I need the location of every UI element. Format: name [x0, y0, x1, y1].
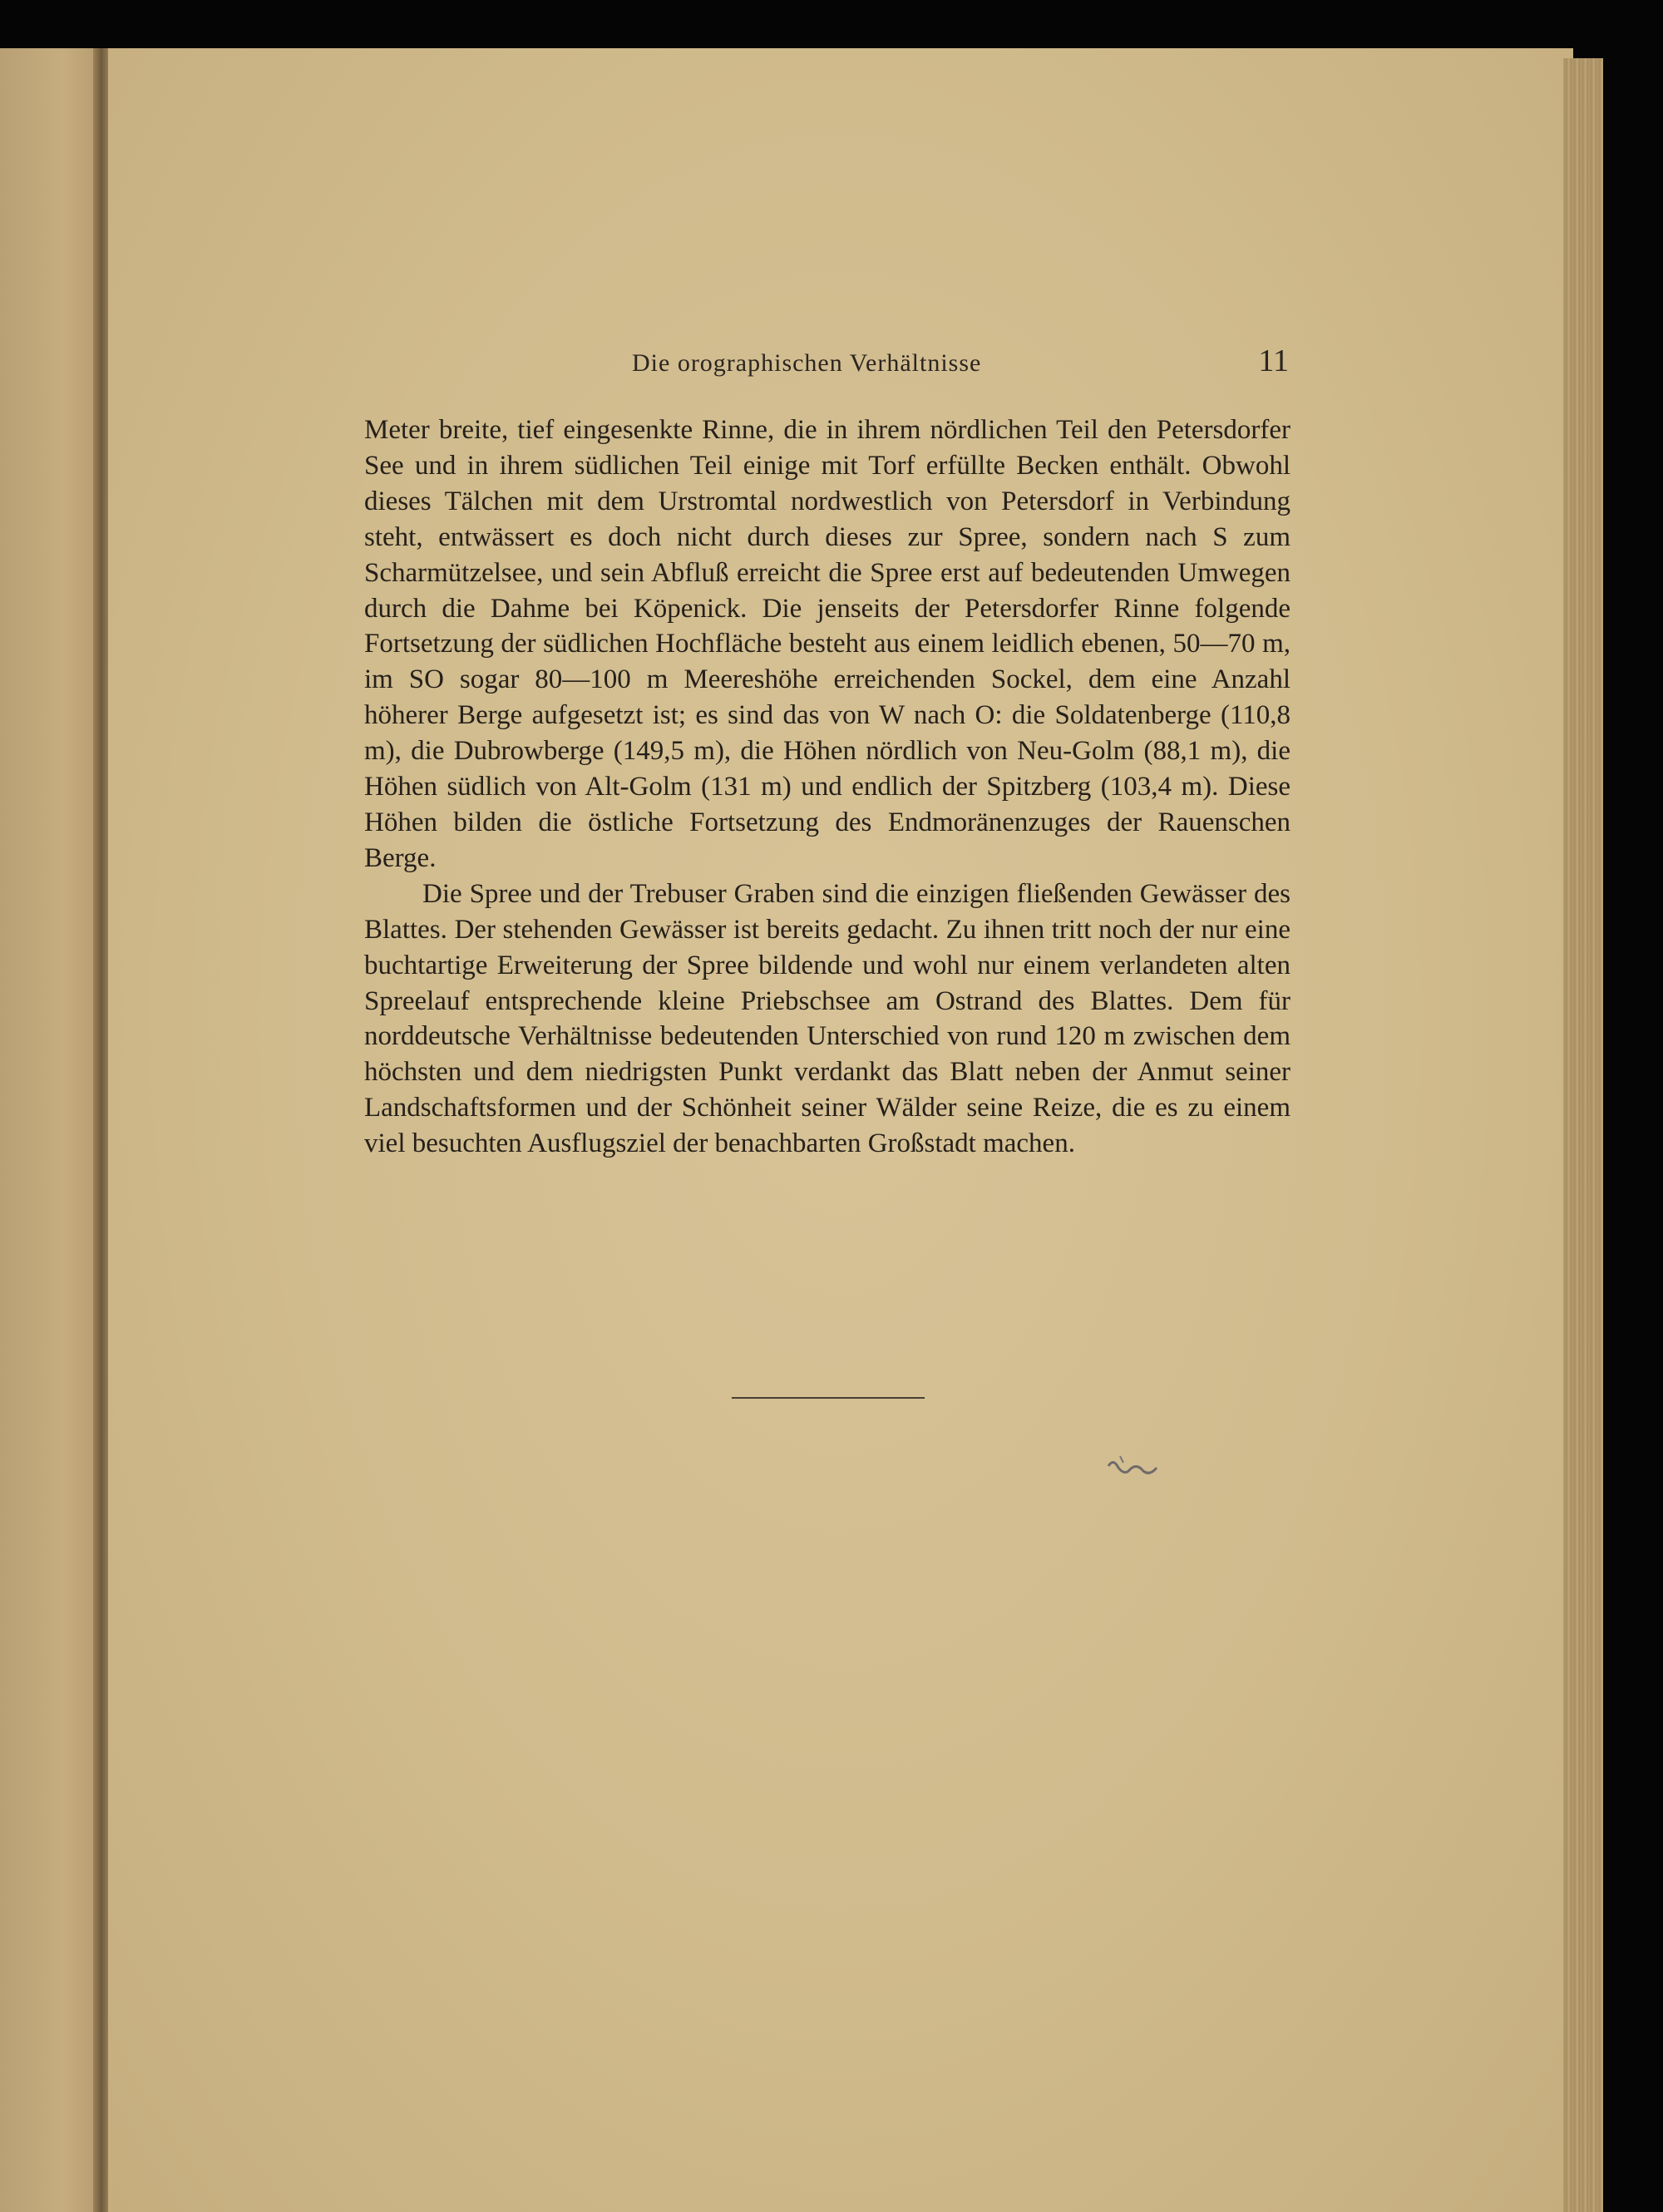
left-page-edge — [0, 48, 105, 2212]
page-stack-edge — [1563, 58, 1603, 2212]
page-header — [366, 343, 1289, 393]
section-end-rule — [732, 1397, 925, 1399]
paragraph-2: Die Spree und der Trebuser Graben sind die einzigen fließenden Gewässer des Blattes. Der stehenden Gewässer ist bereits gedacht. Zu ihnen tritt noch der nur eine buchtartige Erweiterung der Spree bildende und wohl nur einem verlandeten alten Spreelauf entsprechende kleine Priebschsee am Ostrand des Blattes. Dem für norddeutsche Verhältnisse bedeutenden Unterschied von rund 120 m zwischen dem höchsten und dem niedrigsten Punkt verdankt das Blatt neben der Anmut seiner Landschaftsformen und der Schönheit seiner Wälder seine Reize, die es zu einem viel besuchten Ausflugsziel der benachbarten Großstadt machen. — [364, 878, 1290, 1159]
ink-smudge-mark — [1102, 1451, 1168, 1484]
page-number: 11 — [1258, 343, 1289, 378]
body-text — [364, 412, 1290, 1162]
running-title: Die orographischen Verhältnisse — [632, 349, 982, 377]
paragraph-1: Meter breite, tief eingesenkte Rinne, die in ihrem nördlichen Teil den Petersdorfer See und in ihrem südlichen Teil einige mit Torf erfüllte Becken enthält. Obwohl dieses Tälchen mit dem Urstromtal nordwestlich von Petersdorf in Verbindung steht, entwässert es doch nicht durch dieses zur Spree, sondern nach S zum Scharmützelsee, und sein Abfluß erreicht die Spree erst auf bedeutenden Umwegen durch die Dahme bei Köpenick. Die jenseits der Petersdorfer Rinne folgende Fortsetzung der südlichen Hochfläche besteht aus einem leidlich ebenen, 50—70 m, im SO sogar 80—100 m Meereshöhe erreichenden Sockel, dem eine Anzahl höherer Berge aufgesetzt ist; es sind das von W nach O: die Soldatenberge (110,8 m), die Dubrowberge (149,5 m), die Höhen nördlich von Neu-Golm (88,1 m), die Höhen südlich von Alt-Golm (131 m) und endlich der Spitzberg (103,4 m). Diese Höhen bilden die östliche Fortsetzung des Endmoränenzuges der Rauenschen Berge. — [364, 415, 1290, 873]
